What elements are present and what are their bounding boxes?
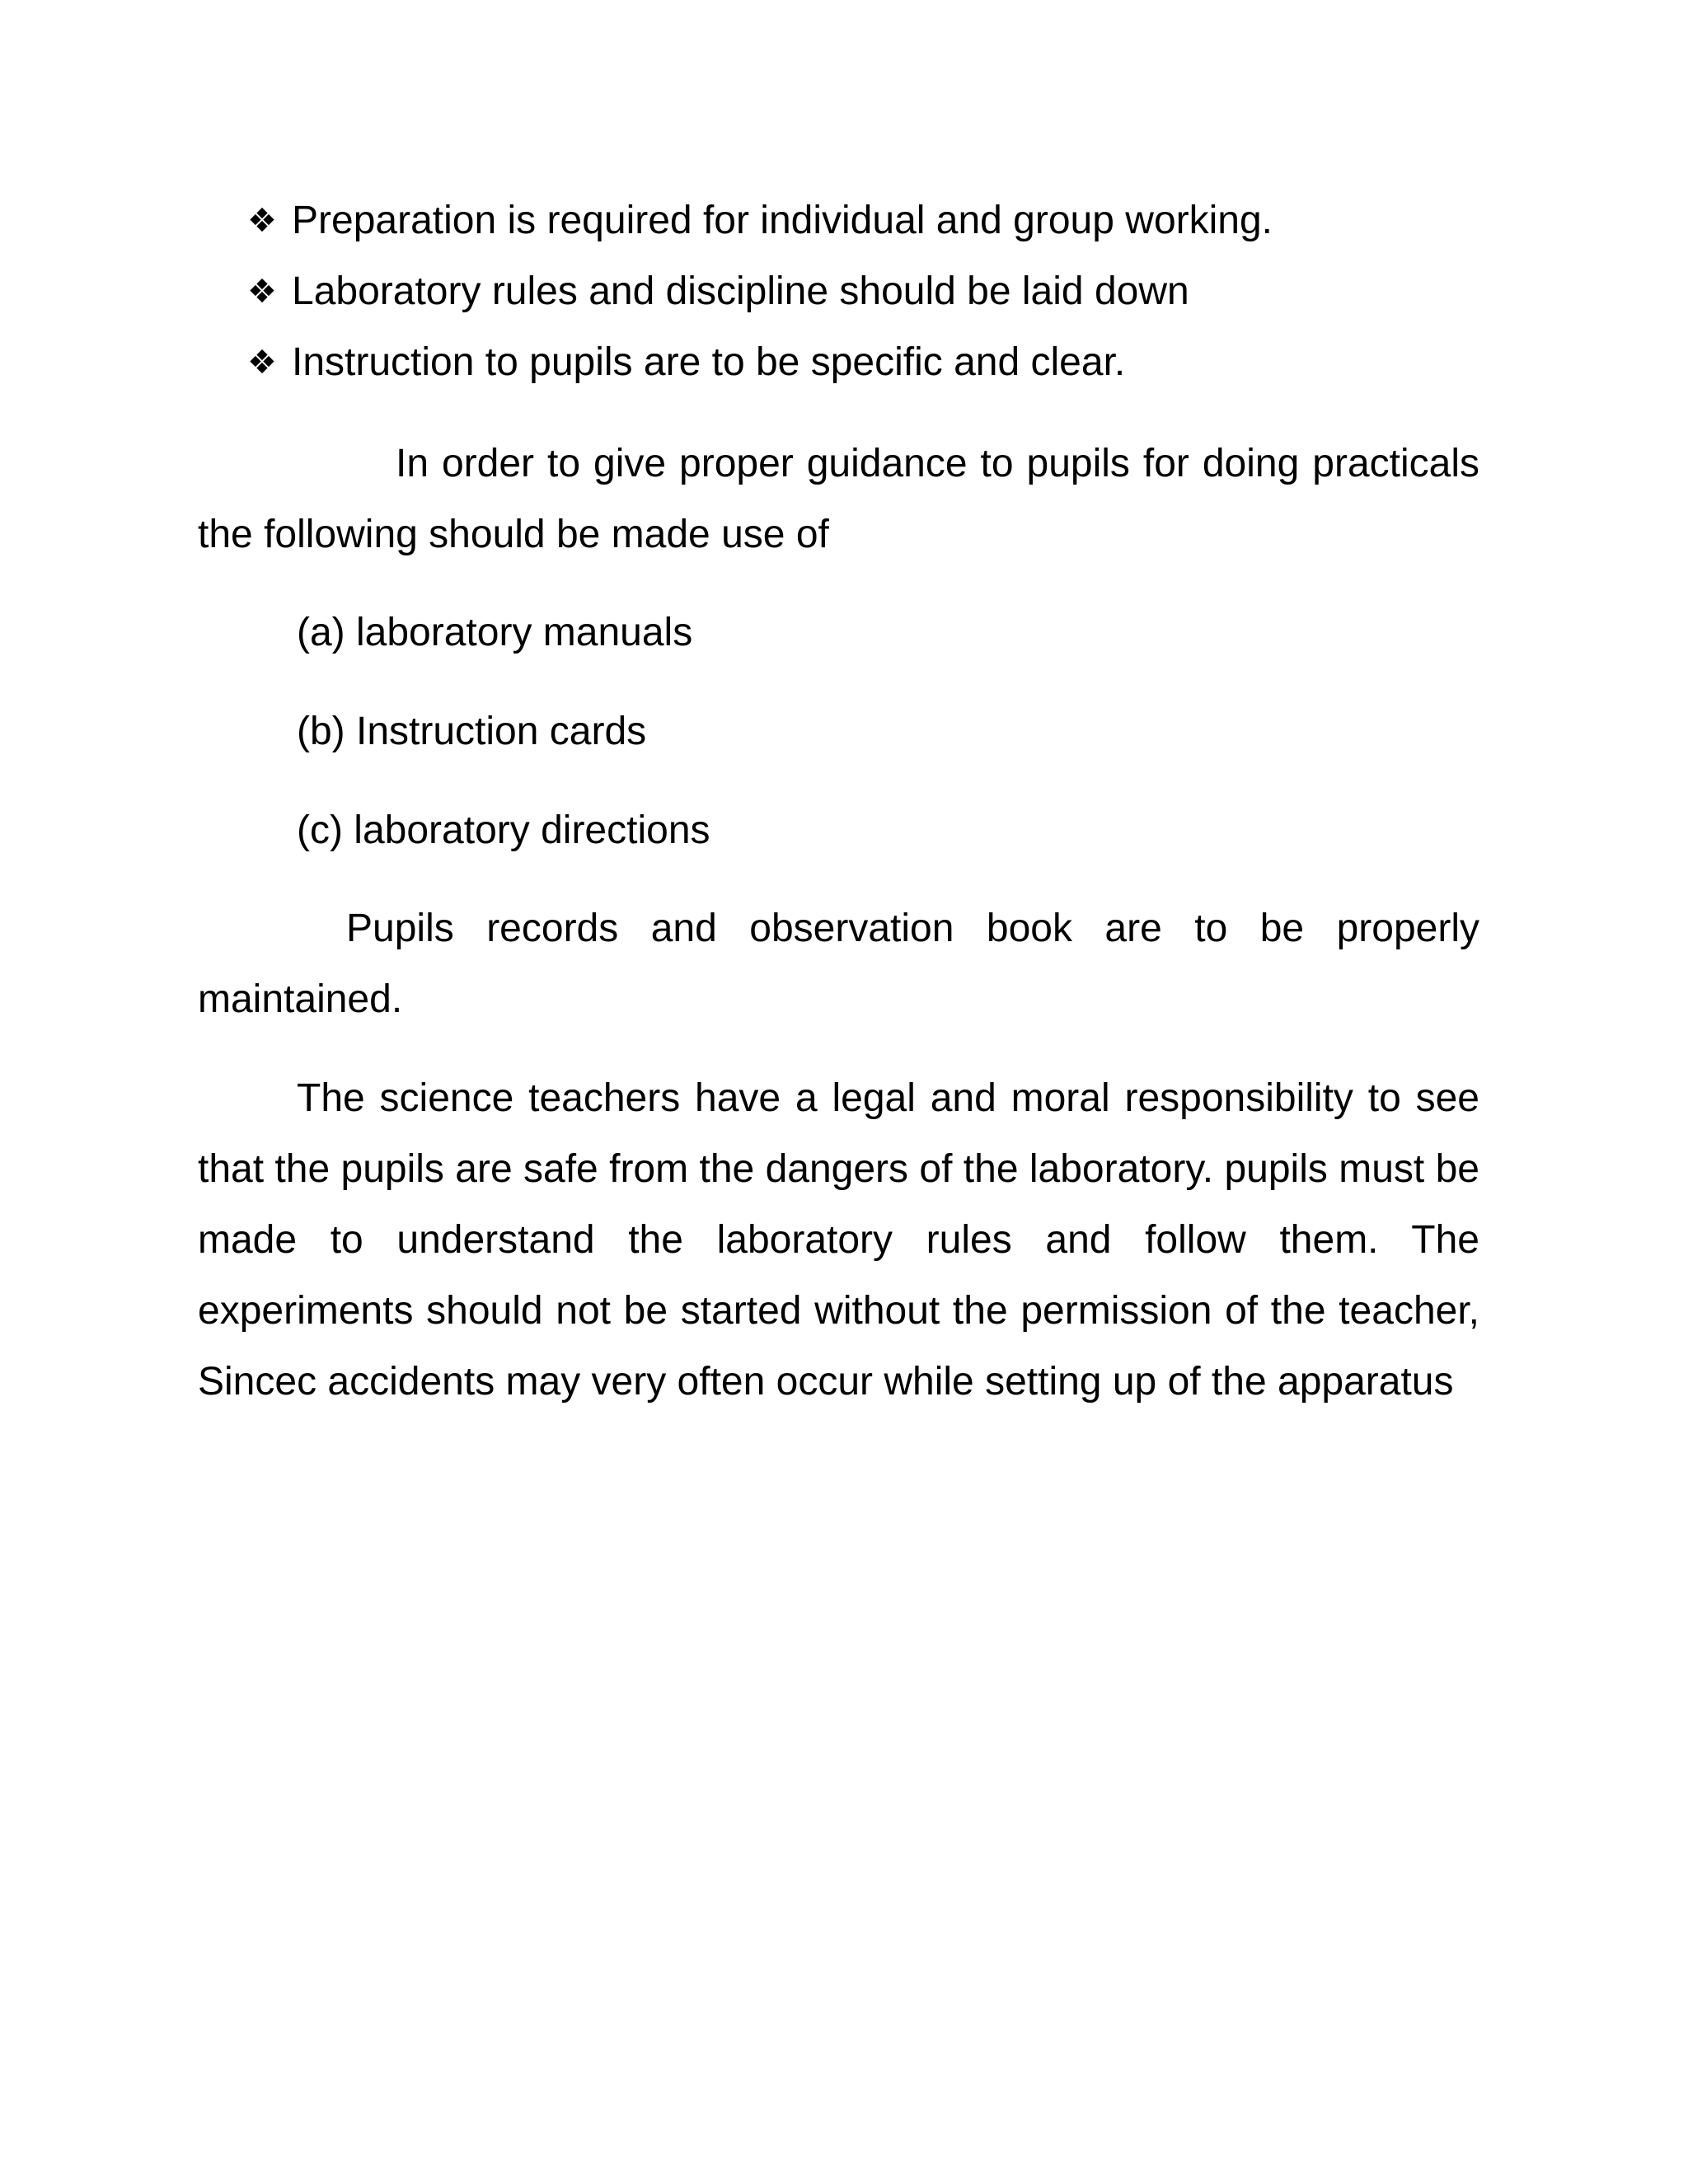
paragraph-safety: The science teachers have a legal and moral responsibility to see that the pupils are safe from the dangers of the laboratory. pupils must be made to understand the laboratory rules and follow them. The experiments should not be started without the permission of the teacher, Sincec accidents may very often occur while setting up of the apparatus xyxy=(198,1076,1479,1404)
paragraph-records: Pupils records and observation book are to be properly maintained. xyxy=(198,907,1479,1021)
bullet-text: Preparation is required for individual and group working. xyxy=(292,199,1273,242)
bullet-text: Laboratory rules and discipline should be laid down xyxy=(292,269,1189,313)
bullet-item xyxy=(247,265,1189,318)
diamond-bullet-icon: ❖ xyxy=(247,203,277,239)
paragraph-guidance: In order to give proper guidance to pupils for doing practicals the following should be made use of xyxy=(198,442,1479,556)
diamond-bullet-icon: ❖ xyxy=(247,274,277,310)
bullet-item xyxy=(247,194,1273,247)
diamond-bullet-icon: ❖ xyxy=(247,344,277,381)
bullet-text: Instruction to pupils are to be specific and clear. xyxy=(292,340,1126,384)
list-item: (c) laboratory directions xyxy=(297,808,710,852)
list-item: (b) Instruction cards xyxy=(297,710,647,753)
list-item: (a) laboratory manuals xyxy=(297,611,693,654)
bullet-item xyxy=(247,336,1125,389)
